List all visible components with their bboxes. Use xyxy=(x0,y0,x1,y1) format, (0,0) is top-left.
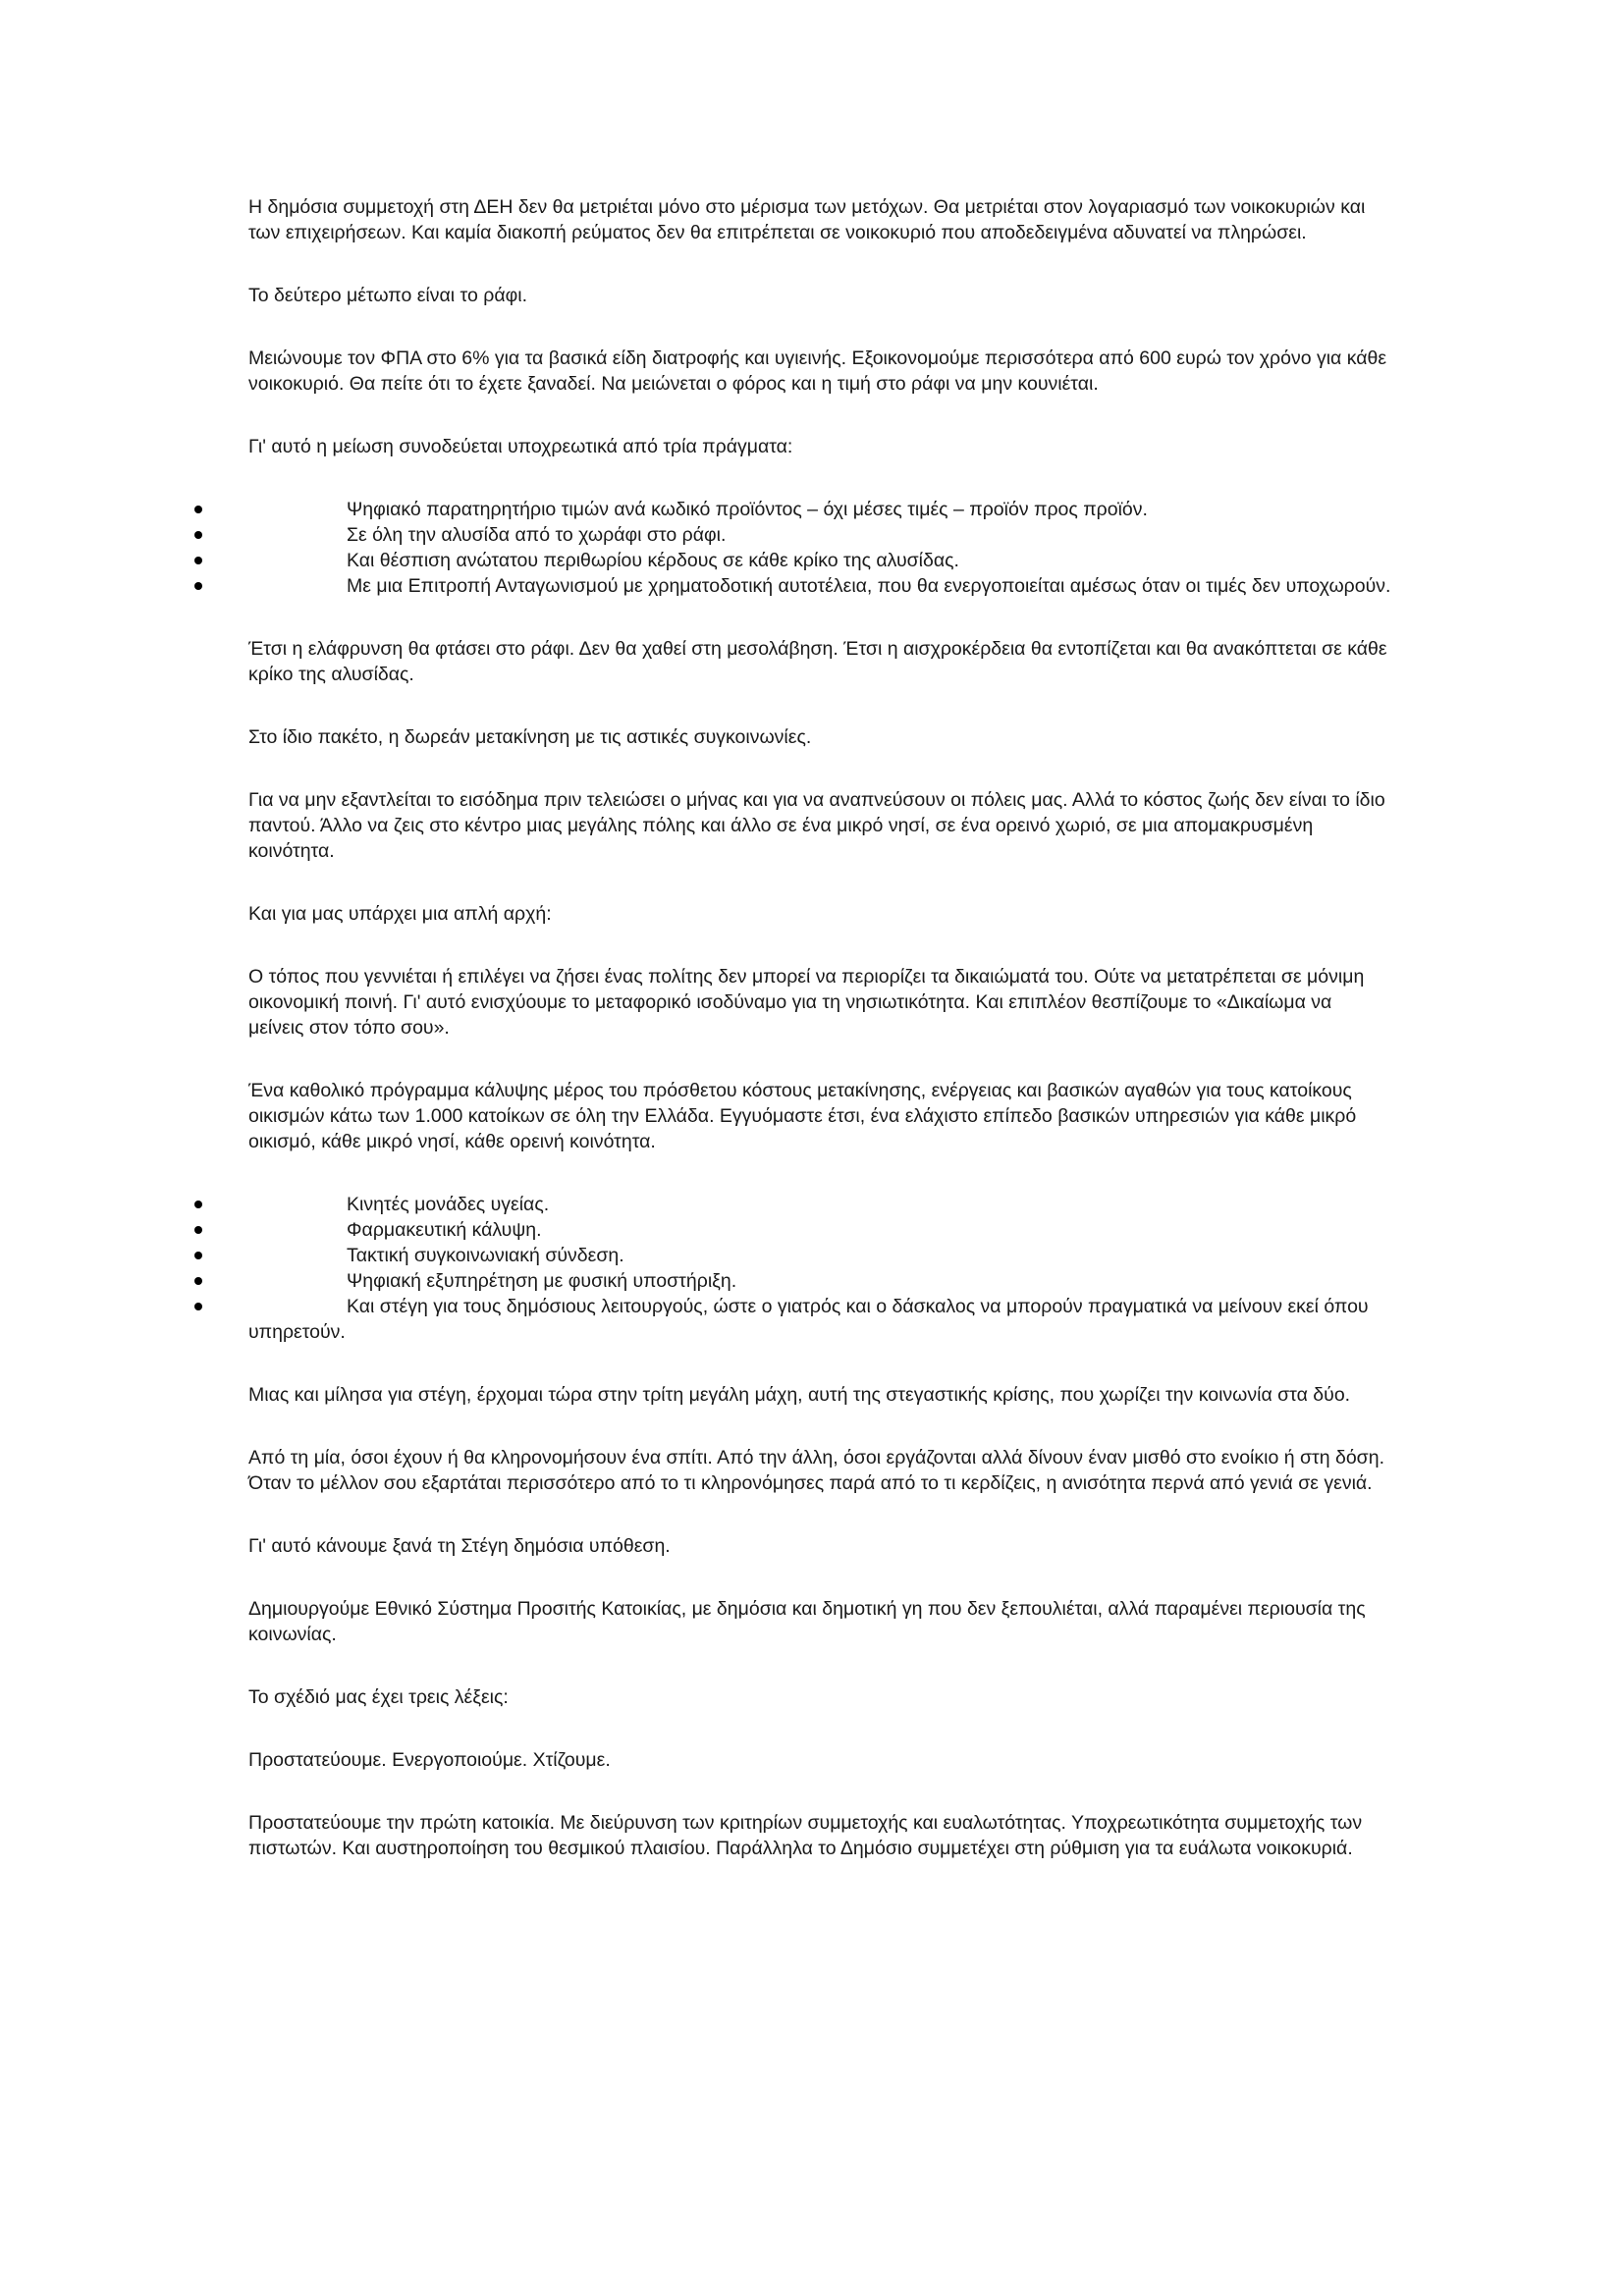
list-item xyxy=(248,1217,1392,1243)
paragraph: Μιας και μίλησα για στέγη, έρχομαι τώρα στην τρίτη μεγάλη μάχη, αυτή της στεγαστικής κρίσης, που χωρίζει την κοινωνία στα δύο. xyxy=(248,1384,1351,1406)
list-item xyxy=(248,1268,1392,1294)
list-item xyxy=(248,1192,1392,1217)
bullet-list xyxy=(248,1192,1392,1345)
list-item xyxy=(248,1243,1392,1268)
bullet-icon xyxy=(194,1201,202,1208)
list-item-text: Τακτική συγκοινωνιακή σύνδεση. xyxy=(347,1245,624,1266)
paragraph: Από τη μία, όσοι έχουν ή θα κληρονομήσουν ένα σπίτι. Από την άλλη, όσοι εργάζονται αλλά δίνουν έναν μισθό στο ενοίκιο ή στη δόση. Όταν το μέλλον σου εξαρτάται περισσότερο από το τι κληρονόμησες παρά από το τι κερδίζεις, η ανισότητα περνά από γενιά σε γενιά. xyxy=(248,1447,1384,1494)
paragraph: Και για μας υπάρχει μια απλή αρχή: xyxy=(248,903,552,925)
bullet-icon xyxy=(194,582,202,590)
paragraph: Μειώνουμε τον ΦΠΑ στο 6% για τα βασικά είδη διατροφής και υγιεινής. Εξοικονομούμε περισσότερα από 600 ευρώ τον χρόνο για κάθε νοικοκυριό. Θα πείτε ότι το έχετε ξαναδεί. Να μειώνεται ο φόρος και η τιμή στο ράφι να μην κουνιέται. xyxy=(248,347,1387,395)
paragraph: Έτσι η ελάφρυνση θα φτάσει στο ράφι. Δεν θα χαθεί στη μεσολάβηση. Έτσι η αισχροκέρδεια θα εντοπίζεται και θα ανακόπτεται σε κάθε κρίκο της αλυσίδας. xyxy=(248,638,1387,685)
paragraph: Ο τόπος που γεννιέται ή επιλέγει να ζήσει ένας πολίτης δεν μπορεί να περιορίζει τα δικαιώματά του. Ούτε να μετατρέπεται σε μόνιμη οικονομική ποινή. Γι' αυτό ενισχύουμε το μεταφορικό ισοδύναμο για τη νησιωτικότητα. Και επιπλέον θεσπίζουμε το «Δικαίωμα να μείνεις στον τόπο σου». xyxy=(248,966,1365,1039)
bullet-icon xyxy=(194,1252,202,1259)
list-item-text: Φαρμακευτική κάλυψη. xyxy=(347,1219,542,1241)
paragraph: Δημιουργούμε Εθνικό Σύστημα Προσιτής Κατοικίας, με δημόσια και δημοτική γη που δεν ξεπουλιέται, αλλά παραμένει περιουσία της κοινωνίας. xyxy=(248,1598,1366,1645)
paragraph: Για να μην εξαντλείται το εισόδημα πριν τελειώσει ο μήνας και για να αναπνεύσουν οι πόλεις μας. Αλλά το κόστος ζωής δεν είναι το ίδιο παντού. Άλλο να ζεις στο κέντρο μιας μεγάλης πόλης και άλλο σε ένα μικρό νησί, σε ένα ορεινό χωριό, σε μια απομακρυσμένη κοινότητα. xyxy=(248,789,1385,862)
list-item xyxy=(248,548,1392,573)
paragraph: Το σχέδιό μας έχει τρεις λέξεις: xyxy=(248,1686,509,1708)
paragraph: Ένα καθολικό πρόγραμμα κάλυψης μέρος του πρόσθετου κόστους μετακίνησης, ενέργειας και βασικών αγαθών για τους κατοίκους οικισμών κάτω των 1.000 κατοίκων σε όλη την Ελλάδα. Εγγυόμαστε έτσι, ένα ελάχιστο επίπεδο βασικών υπηρεσιών για κάθε μικρό οικισμό, κάθε μικρό νησί, κάθε ορεινή κοινότητα. xyxy=(248,1080,1357,1152)
list-item-text: Και στέγη για τους δημόσιους λειτουργούς, ώστε ο γιατρός και ο δάσκαλος να μπορούν πραγματικά να μείνουν εκεί όπου υπηρετούν. xyxy=(248,1296,1369,1343)
document-body xyxy=(248,194,1392,1898)
paragraph: Γι' αυτό κάνουμε ξανά τη Στέγη δημόσια υπόθεση. xyxy=(248,1535,671,1557)
bullet-icon xyxy=(194,506,202,513)
list-item xyxy=(248,497,1392,522)
paragraph: Προστατεύουμε την πρώτη κατοικία. Με διεύρυνση των κριτηρίων συμμετοχής και ευαλωτότητας. Υποχρεωτικότητα συμμετοχής των πιστωτών. Και αυστηροποίηση του θεσμικού πλαισίου. Παράλληλα το Δημόσιο συμμετέχει στη ρύθμιση για τα ευάλωτα νοικοκυριά. xyxy=(248,1812,1363,1859)
paragraph: Η δημόσια συμμετοχή στη ΔΕΗ δεν θα μετριέται μόνο στο μέρισμα των μετόχων. Θα μετριέται στον λογαριασμό των νοικοκυριών και των επιχειρήσεων. Και καμία διακοπή ρεύματος δεν θα επιτρέπεται σε νοικοκυριό που αποδεδειγμένα αδυνατεί να πληρώσει. xyxy=(248,196,1366,243)
paragraph: Προστατεύουμε. Ενεργοποιούμε. Χτίζουμε. xyxy=(248,1749,611,1771)
bullet-list xyxy=(248,497,1392,599)
list-item xyxy=(248,1294,1392,1345)
bullet-icon xyxy=(194,557,202,564)
list-item xyxy=(248,573,1392,599)
list-item-text: Και θέσπιση ανώτατου περιθωρίου κέρδους σε κάθε κρίκο της αλυσίδας. xyxy=(347,550,959,571)
bullet-icon xyxy=(194,1303,202,1310)
list-item-text: Κινητές μονάδες υγείας. xyxy=(347,1194,550,1215)
bullet-icon xyxy=(194,1277,202,1285)
paragraph: Το δεύτερο μέτωπο είναι το ράφι. xyxy=(248,285,527,306)
list-item-text: Ψηφιακή εξυπηρέτηση με φυσική υποστήριξη. xyxy=(347,1270,737,1292)
bullet-icon xyxy=(194,1226,202,1234)
paragraph: Στο ίδιο πακέτο, η δωρεάν μετακίνηση με τις αστικές συγκοινωνίες. xyxy=(248,726,812,748)
bullet-icon xyxy=(194,531,202,539)
list-item xyxy=(248,522,1392,548)
list-item-text: Σε όλη την αλυσίδα από το χωράφι στο ράφι. xyxy=(347,524,727,546)
paragraph: Γι' αυτό η μείωση συνοδεύεται υποχρεωτικά από τρία πράγματα: xyxy=(248,436,793,457)
list-item-text: Με μια Επιτροπή Ανταγωνισμού με χρηματοδοτική αυτοτέλεια, που θα ενεργοποιείται αμέσως όταν οι τιμές δεν υποχωρούν. xyxy=(347,575,1391,597)
list-item-text: Ψηφιακό παρατηρητήριο τιμών ανά κωδικό προϊόντος – όχι μέσες τιμές – προϊόν προς προϊόν. xyxy=(347,499,1148,520)
